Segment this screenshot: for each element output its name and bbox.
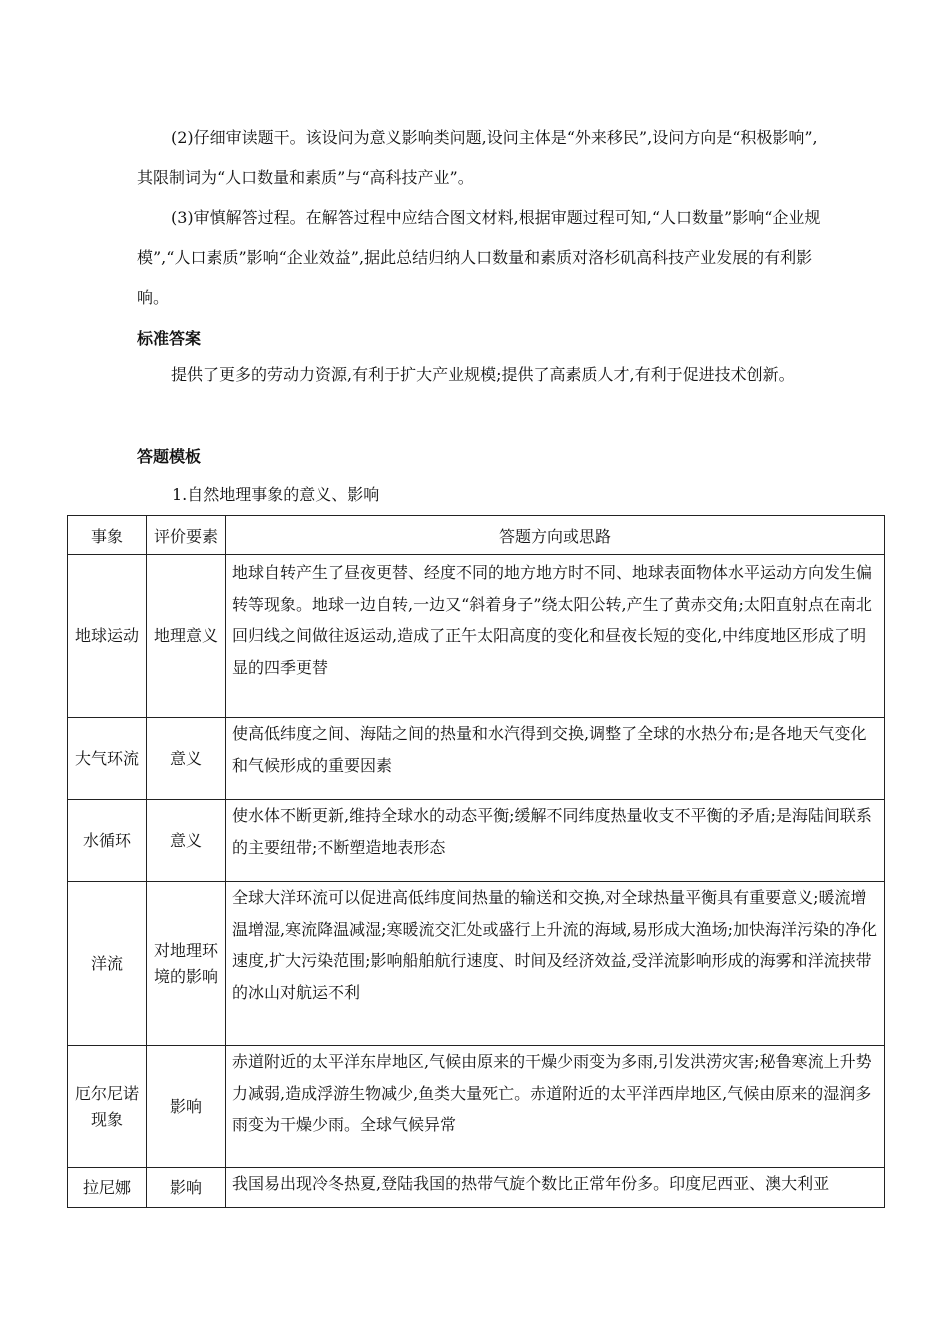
row-factor: 对地理环境的影响: [147, 882, 226, 1046]
template-subheading: 1.自然地理事象的意义、影响: [172, 485, 380, 504]
answer-template-table: [67, 515, 885, 1208]
row-content: 使水体不断更新,维持全球水的动态平衡;缓解不同纬度热量收支不平衡的矛盾;是海陆间联系的主要纽带;不断塑造地表形态: [226, 800, 885, 882]
row-item: 洋流: [68, 882, 147, 1046]
row-item: 地球运动: [68, 555, 147, 718]
table-row: [68, 800, 885, 882]
header-item: 事象: [68, 516, 147, 555]
row-item: 大气环流: [68, 718, 147, 800]
row-content: 赤道附近的太平洋东岸地区,气候由原来的干燥少雨变为多雨,引发洪涝灾害;秘鲁寒流上升势力减弱,造成浮游生物减少,鱼类大量死亡。赤道附近的太平洋西岸地区,气候由原来的湿润多雨变为干燥少雨。全球气候异常: [226, 1046, 885, 1168]
row-factor: 意义: [147, 800, 226, 882]
table-row: [68, 718, 885, 800]
table-row: [68, 882, 885, 1046]
analysis-step-3: (3)审慎解答过程。在解答过程中应结合图文材料,根据审题过程可知,“人口数量”影响“企业规模”,“人口素质”影响“企业效益”,据此总结归纳人口数量和素质对洛杉矶高科技产业发展的有利影响。: [137, 208, 821, 307]
template-heading: 答题模板: [137, 447, 202, 466]
answer-heading: 标准答案: [137, 329, 202, 348]
row-content: 全球大洋环流可以促进高低纬度间热量的输送和交换,对全球热量平衡具有重要意义;暖流增温增湿,寒流降温减湿;寒暖流交汇处或盛行上升流的海域,易形成大渔场;加快海洋污染的净化速度,扩大污染范围;影响船舶航行速度、时间及经济效益,受洋流影响形成的海雾和洋流挟带的冰山对航运不利: [226, 882, 885, 1046]
row-content: 使高低纬度之间、海陆之间的热量和水汽得到交换,调整了全球的水热分布;是各地天气变化和气候形成的重要因素: [226, 718, 885, 800]
table-row: [68, 1046, 885, 1168]
header-content: 答题方向或思路: [226, 516, 885, 555]
row-factor: 意义: [147, 718, 226, 800]
row-factor: 地理意义: [147, 555, 226, 718]
table-row: [68, 1168, 885, 1208]
row-factor: 影响: [147, 1046, 226, 1168]
table-header-row: [68, 516, 885, 555]
row-content: 我国易出现冷冬热夏,登陆我国的热带气旋个数比正常年份多。印度尼西亚、澳大利亚: [226, 1168, 885, 1208]
analysis-step-2: (2)仔细审读题干。该设问为意义影响类问题,设问主体是“外来移民”,设问方向是“积极影响”,其限制词为“人口数量和素质”与“高科技产业”。: [137, 128, 818, 187]
row-item: 水循环: [68, 800, 147, 882]
row-content: 地球自转产生了昼夜更替、经度不同的地方地方时不同、地球表面物体水平运动方向发生偏转等现象。地球一边自转,一边又“斜着身子”绕太阳公转,产生了黄赤交角;太阳直射点在南北回归线之间做往返运动,造成了正午太阳高度的变化和昼夜长短的变化,中纬度地区形成了明显的四季更替: [226, 555, 885, 718]
table-row: [68, 555, 885, 718]
header-factor: 评价要素: [147, 516, 226, 555]
row-item: 拉尼娜: [68, 1168, 147, 1208]
row-item: 厄尔尼诺现象: [68, 1046, 147, 1168]
row-factor: 影响: [147, 1168, 226, 1208]
answer-text: 提供了更多的劳动力资源,有利于扩大产业规模;提供了高素质人才,有利于促进技术创新。: [171, 365, 795, 384]
